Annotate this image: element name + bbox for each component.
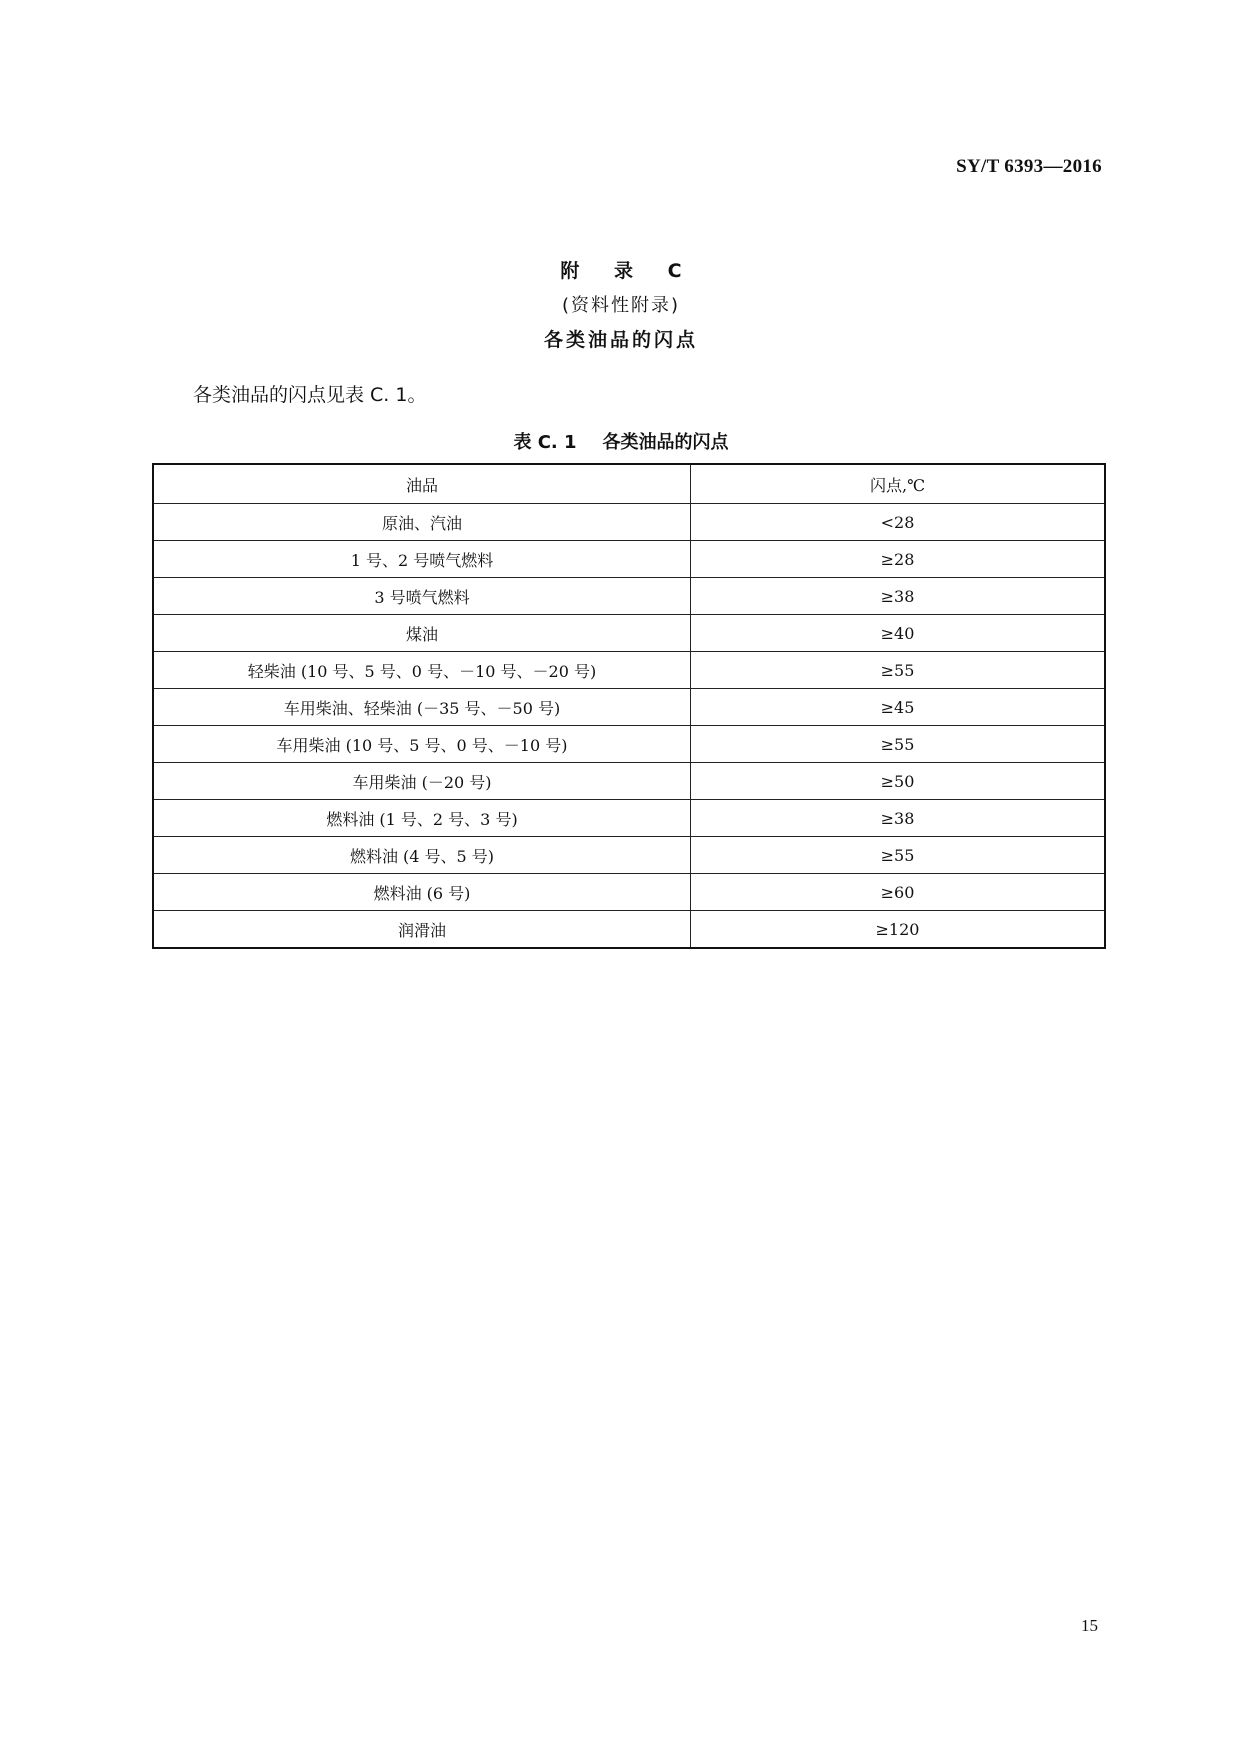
table-row (153, 911, 1105, 949)
product-cell: 车用柴油、轻柴油 (－35 号、－50 号) (153, 689, 691, 726)
appendix-heading (0, 256, 1242, 352)
intro-text: 各类油品的闪点见表 C. 1。 (193, 384, 427, 406)
flash-point-cell: ≥55 (691, 837, 1106, 874)
flash-point-cell: <28 (691, 504, 1106, 541)
product-cell: 燃料油 (4 号、5 号) (153, 837, 691, 874)
flash-point-cell: ≥38 (691, 578, 1106, 615)
table-row (153, 874, 1105, 911)
page-number: 15 (1081, 1616, 1098, 1635)
table-row (153, 578, 1105, 615)
table-caption (0, 428, 1242, 454)
flash-point-cell: ≥40 (691, 615, 1106, 652)
appendix-title: 附 录 C (560, 260, 696, 282)
header-flash-point: 闪点,℃ (691, 464, 1106, 504)
product-cell: 轻柴油 (10 号、5 号、0 号、－10 号、－20 号) (153, 652, 691, 689)
flash-point-cell: ≥55 (691, 652, 1106, 689)
product-cell: 燃料油 (1 号、2 号、3 号) (153, 800, 691, 837)
table-caption-title: 各类油品的闪点 (602, 432, 729, 453)
header-product: 油品 (153, 464, 691, 504)
appendix-subject: 各类油品的闪点 (543, 329, 698, 351)
table-row (153, 689, 1105, 726)
product-cell: 润滑油 (153, 911, 691, 949)
table-row (153, 652, 1105, 689)
flash-point-cell: ≥60 (691, 874, 1106, 911)
flash-point-cell: ≥45 (691, 689, 1106, 726)
standard-code: SY/T 6393—2016 (956, 156, 1102, 177)
appendix-type: (资料性附录) (561, 295, 681, 316)
product-cell: 3 号喷气燃料 (153, 578, 691, 615)
flash-point-cell: ≥120 (691, 911, 1106, 949)
product-cell: 燃料油 (6 号) (153, 874, 691, 911)
table-row (153, 541, 1105, 578)
table-row (153, 800, 1105, 837)
product-cell: 原油、汽油 (153, 504, 691, 541)
table-row (153, 615, 1105, 652)
table-row (153, 504, 1105, 541)
flash-point-cell: ≥50 (691, 763, 1106, 800)
table-row (153, 837, 1105, 874)
table-caption-number: 表 C. 1 (513, 432, 577, 453)
product-cell: 煤油 (153, 615, 691, 652)
flash-point-cell: ≥55 (691, 726, 1106, 763)
product-cell: 车用柴油 (10 号、5 号、0 号、－10 号) (153, 726, 691, 763)
table-header-row (153, 464, 1105, 504)
flash-point-cell: ≥28 (691, 541, 1106, 578)
product-cell: 1 号、2 号喷气燃料 (153, 541, 691, 578)
flash-point-cell: ≥38 (691, 800, 1106, 837)
product-cell: 车用柴油 (－20 号) (153, 763, 691, 800)
table-row (153, 726, 1105, 763)
table-row (153, 763, 1105, 800)
flash-point-table (152, 463, 1106, 949)
